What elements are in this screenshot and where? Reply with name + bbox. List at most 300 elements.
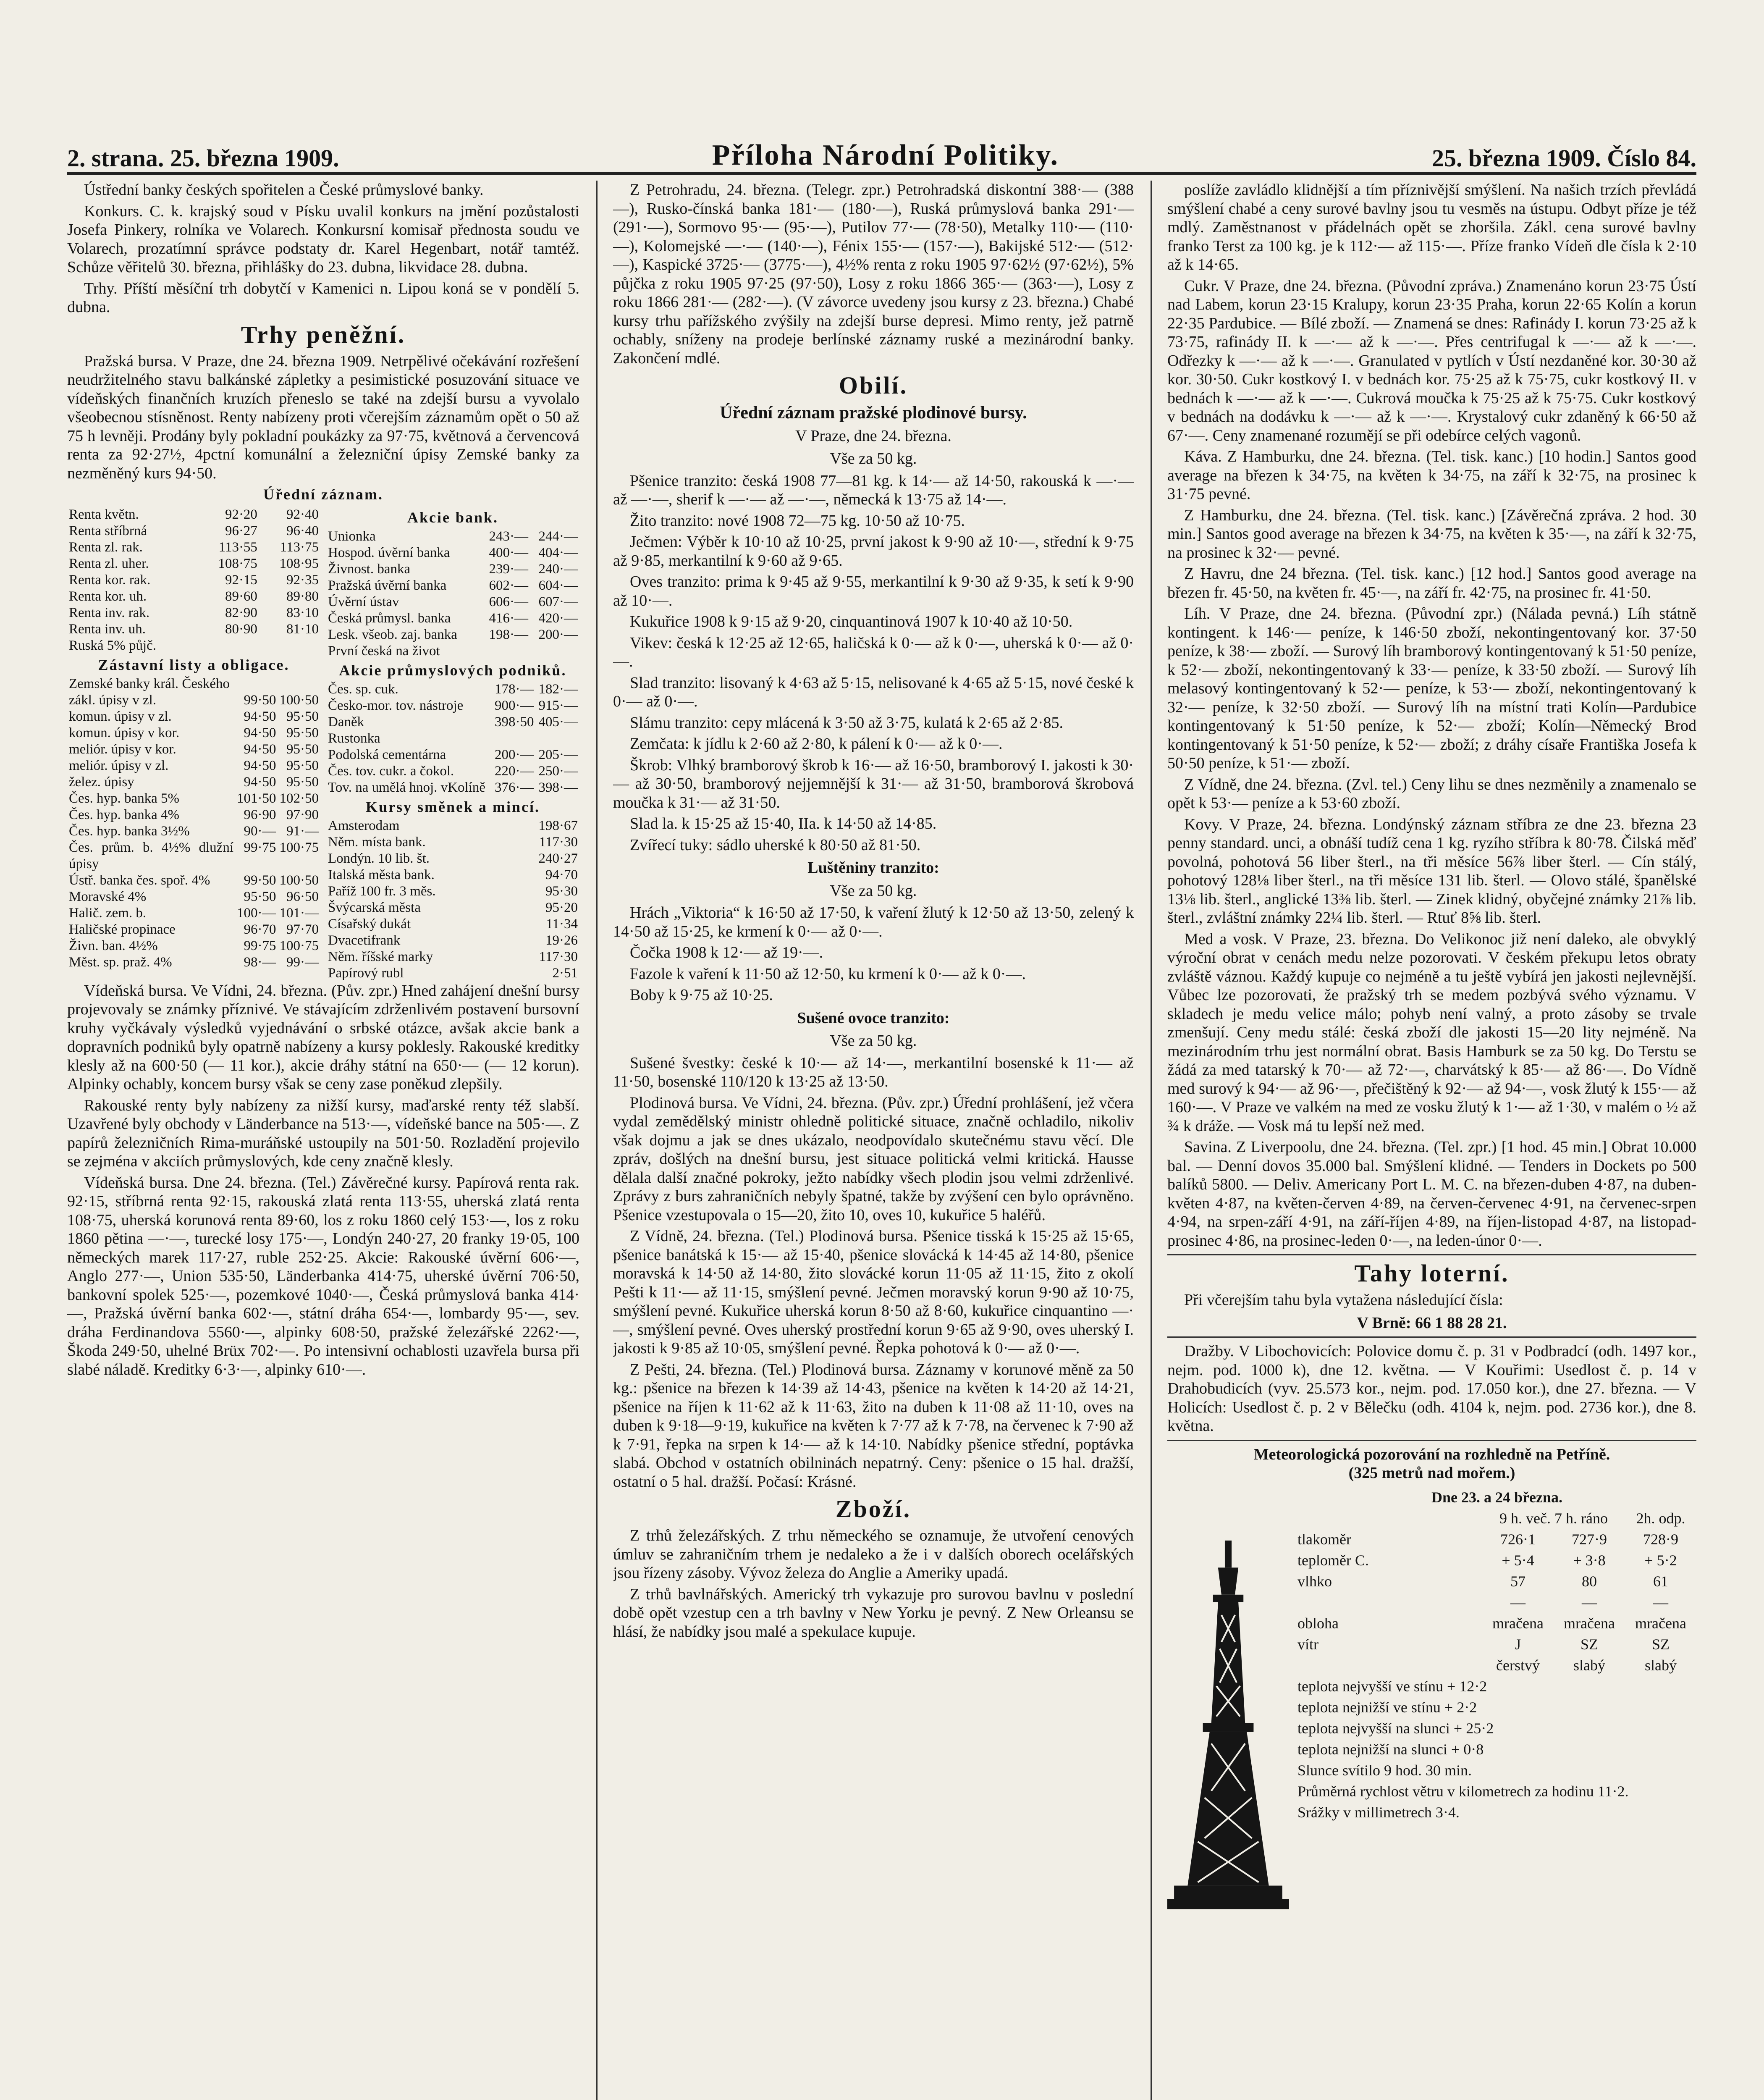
table-value-cell: 94·50 [244,725,276,740]
table-row [67,889,320,905]
subheading: Luštěniny tranzito: [807,859,939,877]
table-row [67,605,320,621]
table-label-cell: Česká průmysl. banka [328,610,451,626]
table-value-cell: 100·50 [279,692,319,708]
table-label-cell: Čes. hyp. banka 4% [69,807,180,822]
article-paragraph: Vikev: česká k 12·25 až 12·65, haličská k 0·— až k 0·—, uherská k 0·— až 0·—. [613,634,1134,670]
weather-value: slabý [1645,1656,1677,1674]
table-label-cell: První česká na život [328,643,440,659]
table-label-cell: komun. úpisy v kor. [69,725,180,740]
article-paragraph: Sušené švestky: české k 10·— až 14·—, merkantilní bosenské k 11·— až 11·50, bosenské 110/120 k 13·25 až 13·50. [613,1054,1134,1090]
table-value-cell [480,643,530,659]
petrin-tower-icon [1167,1487,1289,1970]
weather-label [1297,1592,1482,1613]
table-value-cell: 82·90 [225,605,257,620]
weather-line: Srážky v millimetrech 3·4. [1297,1803,1460,1821]
article-paragraph: Med a vosk. V Praze, 23. března. Do Velikonoc již není daleko, ale obvyklý výroční obrat v cenách medu nelze pozorovati. V českém překupu letos obraty zvláště váznou. Každý kupuje co nejméně a tu ještě vybírá jen jakosti nejlevnější. Vůbec lze pozorovati, že pražský trh se medem pozbývá svého významu. V skladech je medu velice málo; pohyb není valný, a proto zásoby se trvale zmenšují. Ceny medu stálé: česká zboží dle jakosti 15—20 lity nejméně. Na mezinárodním trhu jest normální obrat. Basis Hamburk se za 50 kg. Do Terstu se žádá za med tatarský k 70·— až 72·—, charvátský k 85·— až 86·—. Do Vídně med surový k 94·— až 96·—, přečištěný k 92·— až 94·—, vosk žlutý k 155·— až 160·—. V Praze ve valkém na med ze vosku žlutý k 1·— až 1·30, v malém o ½ až ¾ k dráže. — Vosk má tu lepší než med. [1167,930,1696,1135]
table-value-cell: 398·50 [495,714,534,730]
table-value-cell: 606·— [489,594,529,609]
article-paragraph: Oves tranzito: prima k 9·45 až 9·55, merkantilní k 9·30 až 9·35, k setí k 9·90 až 10·—. [613,573,1134,609]
masthead: Příloha Národní Politiky. [712,139,1059,171]
table-value-cell: 240·— [538,561,578,577]
table-row [67,692,320,709]
column-2 [613,181,1134,2100]
subheading: Sušené ovoce tranzito: [797,1009,950,1027]
table-value-cell: 97·70 [286,921,319,937]
divider [1167,1254,1696,1255]
weather-date: Dne 23. a 24 března. [1431,1488,1562,1506]
table-label-cell: Renta květn. [69,507,139,522]
table-row [326,916,579,932]
table-label-cell: komun. úpisy v zl. [69,709,172,724]
table-row [67,905,320,921]
table-label-cell: Čes. sp. cuk. [328,681,398,697]
renty-table [67,507,320,654]
article-paragraph: Slámu tranzito: cepy mlácená k 3·50 až 3·75, kulatá k 2·65 až 2·85. [630,714,1063,732]
article-paragraph: Při včerejším tahu byla vytažena následující čísla: [1184,1291,1503,1309]
lottery-numbers: V Brně: 66 1 88 28 21. [1357,1314,1507,1332]
weather-value: — [1510,1593,1525,1611]
table-value-cell: 99·50 [244,692,276,708]
article-paragraph: Vídeňská bursa. Dne 24. března. (Tel.) Závěrečné kursy. Papírová renta rak. 92·15, stříbrná renta 92·15, rakouská zlatá renta 113·55, uherská zlatá renta 108·75, uherská korunová renta 89·60, los z roku 1860 celý 153·—, los z roku 1860 pětina —·—, turecké losy 175·—, Londýn 240·27, 20 franky 19·05, 100 německých marek 117·27, ruble 252·25. Akcie: Rakouské úvěrní 606·—, Anglo 277·—, Union 535·50, Länderbanka 414·75, uherské úvěrní 706·50, bankovní spolek 525·—, pozemkové 1040·—, Česká průmyslová banka 414·—, Pražská úvěrní banka 602·—, státní dráha 654·—, lombardy 95·—, sev. dráha Ferdinandova 5560·—, alpinky 608·50, pražské železářské 2262·—, Škoda 249·50, uhelné Brüx 702·—. Po intensivní ochablosti uzavřela bursa při slabé náladě. Kreditky 6·3·—, alpinky 610·—. [67,1173,579,1378]
table-value-cell: 602·— [489,578,529,593]
header-left: 2. strana. 25. března 1909. [67,144,339,172]
article-paragraph: Škrob: Vlhký bramborový škrob k 16·— až 16·50, bramborový I. jakosti k 30·— až 30·50, bramborový nejjemnější k 31·— až 31·50, bramborová škrobová moučka k 31·— až 31·50. [613,756,1134,811]
table-value-cell: 182·— [538,681,578,697]
article-paragraph: Ječmen: Výběr k 10·10 až 10·25, první jakost k 9·90 až 10·—, střední k 9·75 až 9·85, merkantilní k 9·60 až 9·65. [613,533,1134,570]
table-value-cell: 96·50 [286,889,319,904]
table-label-cell: Čes. hyp. banka 5% [69,790,180,806]
table-label-cell: zákl. úpisy v zl. [69,692,157,708]
table-value-cell: 92·35 [286,572,319,588]
table-label-cell: Ruská 5% půjč. [69,638,157,653]
article-paragraph: Savina. Z Liverpoolu, dne 24. března. (Tel. zpr.) [1 hod. 45 min.] Obrat 10.000 bal. — Denní dovos 35.000 bal. Smýšlení klidné. — Tenders in Dockets po 500 balíků 5800. — Deliv. Americany Port L. M. C. na březen-duben 4·87, na duben-květen 4·87, na květen-červen 4·89, na červen-červenec 4·91, na červenec-srpen 4·94, na srpen-září 4·91, na září-říjen 4·89, na říjen-listopad 4·87, na listopad-prosinec 4·86, na prosinec-leden 0·—, na leden-únor 0·—. [1167,1138,1696,1250]
table-row [326,714,579,730]
table-value-cell: 94·50 [244,741,276,757]
table-row [326,698,579,714]
table-row [326,528,579,545]
table-row [67,676,320,692]
table-row [326,834,579,850]
table-row [326,610,579,627]
table-value-cell [278,676,321,692]
zastavni-table [67,676,320,971]
table-value-cell: 92·15 [225,572,257,588]
article-paragraph: Z Hamburku, dne 24. března. (Tel. tisk. kanc.) [Závěrečná zpráva. 2 hod. 30 min.] Santos good average na březen k 34·75, na květen k 35·—, na září k 32·75, na prosinec k 32·— pevné. [1167,506,1696,562]
table-value-cell: 900·— [495,698,534,713]
weather-readings [1297,1487,1696,1970]
weather-line: teplota nejnižší ve stínu + 2·2 [1297,1698,1477,1716]
table-value-cell: 240·27 [538,850,578,866]
article-paragraph: Konkurs. C. k. krajský soud v Písku uvalil konkurs na jmění pozůstalosti Josefa Pinkery, rolníka ve Volarech. Konkursní komisař přednosta soudu ve Volarech, prozatímní správce podstaty dr. Karel Hegenbart, notář tamtéž. Schůze věřitelů 30. března, přihlášky do 23. dubna, likvidace 28. dubna. [67,202,579,276]
subheading: Úřední záznam pražské plodinové bursy. [720,403,1027,423]
article-paragraph: Z Pešti, 24. března. (Tel.) Plodinová bursa. Záznamy v korunové měně za 50 kg.: pšenice na březen k 14·39 až 14·43, pšenice na květen k 14·20 až 14·21, pšenice na říjen k 11·62 až k 11·63, žito na duben k 11·08 až 11·10, oves na duben k 9·18—9·19, kukuřice na květen k 7·77 až k 7·78, na červenec k 7·90 až k 7·91, řepka na srpen k 14·— až k 14·10. Nabídky pšenice střední, poptávka slabá. Obchod v ostatních obilninách nepatrný. Ceny: pšenice o 15 hal. dražší, ostatní o 5 hal. dražší. Počasí: Krásné. [613,1360,1134,1491]
table-value-cell: 96·40 [286,523,319,538]
table-row [326,949,579,965]
table-value-cell [198,638,259,654]
weather-value: SZ [1580,1635,1598,1653]
table-label-cell: Renta stříbrná [69,523,147,538]
table-heading: Zástavní listy a obligace. [98,656,290,673]
table-row [326,594,579,610]
table-label-cell: meliór. úpisy v zl. [69,758,169,773]
table-value-cell: 108·75 [218,556,257,571]
table-row [326,932,579,949]
table-label-cell: Čes. hyp. banka 3½% [69,823,190,839]
weather-label: obloha [1297,1614,1339,1632]
weather-value: + 5·4 [1502,1551,1534,1569]
table-value-cell: 95·30 [545,883,578,899]
table-column-right [326,507,579,982]
weather-value: čerstvý [1496,1656,1540,1674]
table-value-cell: 376·— [495,780,534,795]
table-value-cell: 404·— [538,545,578,560]
table-value-cell: 94·50 [244,774,276,790]
article-paragraph: Slad la. k 15·25 až 15·40, IIa. k 14·50 až 14·85. [630,815,937,832]
weather-row [1297,1634,1696,1655]
table-value-cell: 99·— [286,954,319,970]
table-row [67,741,320,758]
section-heading: Obilí. [839,372,908,399]
table-label-cell: Podolská cementárna [328,747,446,762]
article-paragraph: Z Vídně, 24. března. (Tel.) Plodinová bursa. Pšenice tisská k 15·25 až 15·65, pšenice banátská k 15·— až 15·40, pšenice slovácká k 14·45 až 14·80, pšenice moravská k 14·50 až 14·80, žito slovácké korun 11·05 až 11·15, žito z okolí Pešti k 11·— až 11·15, smýšlení pevné. Ječmen moravský korun 9·90 až 10·75, smýšlení pevné. Kukuřice uherská korun 8·50 až 8·60, kukuřice cinquantino —·—, smýšlení pevné. Oves uherský prostřední korun 9·65 až 9·90, oves uherský I. jakosti k 9·85 až 10·05, smýšlení pevné. Řepka pohotová k 0·— až 0·—. [613,1227,1134,1357]
table-value-cell: 198·67 [538,818,578,833]
table-value-cell: 405·— [538,714,578,730]
table-value-cell: 100·50 [279,872,319,888]
section-heading: Zboží. [835,1495,912,1522]
article-paragraph: Líh. V Praze, dne 24. března. (Původní zpr.) (Nálada pevná.) Líh státně kontingent. k 146·— peníze, k 146·50 zboží, nekontingentovaný kor. 37·50 peníze, k 38·— zboží. — Surový líh bramborový kontingentovaný k 51·50 peníze, k 52·— zboží, nekontingentovaný k 33·— peníze, k 33·50 zboží. — Surový líh melasový kontingentovaný k 52·— peníze, k 53·— zboží, nekontingentovaný k 32·— peníze, k 32·50 zboží. — Surový líh na místní trati Kolín—Pardubice kontingentovaný k 51·50 peníze, k 52·— zboží; Kolín—Německý Brod kontingentovaný k 51·50 peníze, k 52·— zboží; z dráhy císaře Františka Josefa k 50·50 peníze, k 51·— zboží. [1167,605,1696,772]
table-label-cell: Dvacetifrank [328,932,401,948]
table-row [326,578,579,594]
article-paragraph: Vídeňská bursa. Ve Vídni, 24. března. (Pův. zpr.) Hned zahájení dnešní bursy projevovaly se známky příznivé. Ve stávajícím zdrženlivém postavení bursovní kruhy vyčkávaly výsledků vyjednávání o srbské otázce, avšak akcie bank a dopravních podniků byly opatrně nabízeny a kursy poklesly. Rakouské kreditky klesly až na 600·50 (— 11 kor.), akcie dráhy státní na 650·— (— 12 korun). Alpinky ochably, koncem bursy však se ceny zase poněkud zlepšily. [67,982,579,1093]
table-row [67,725,320,741]
table-label-cell: Halič. zem. b. [69,905,147,921]
table-value-cell: 92·40 [286,507,319,522]
table-value-cell: 94·50 [244,709,276,724]
table-value-cell: 94·50 [244,758,276,773]
table-value-cell: 100·— [237,905,276,921]
article-paragraph: Z trhů železářských. Z trhu německého se oznamuje, že utvoření cenových úmluv se zahraničním trhem je nedaleko a že i v dalších oborech ocelářských jsou řízeny zásoby. Vývoz železa do Anglie a Ameriky upadá. [613,1527,1134,1582]
weather-row [1297,1655,1696,1676]
weather-line: teplota nejvyšší ve stínu + 12·2 [1297,1677,1487,1695]
article-paragraph: Hrách „Viktoria“ k 16·50 až 17·50, k vaření žlutý k 12·50 až 13·50, zelený k 14·50 až 15·25, ke krmení k 0·— až 0·—. [613,904,1134,940]
weather-value: SZ [1651,1635,1670,1653]
table-label-cell: Renta zl. uher. [69,556,149,571]
table-value-cell: 95·50 [286,774,319,790]
table-value-cell: 101·50 [237,790,276,806]
table-row [67,523,320,539]
weather-value: mračena [1492,1614,1544,1632]
table-value-cell: 92·20 [225,507,257,522]
table-row [326,850,579,867]
table-row [326,867,579,883]
table-row [67,621,320,638]
article-paragraph: Fazole k vaření k 11·50 až 12·50, ku krmení k 0·— až k 0·—. [630,965,1026,983]
table-row [67,638,320,654]
table-value-cell: 99·75 [244,840,276,855]
table-value-cell: 398·— [538,780,578,795]
column-1 [67,181,579,2100]
table-value-cell: 400·— [489,545,529,560]
table-value-cell: 83·10 [286,605,319,620]
article-paragraph: Rakouské renty byly nabízeny za nižší kursy, maďarské renty též slabší. Uzavřené byly obchody v Länderbance na 513·—, vídeňské bance na 505·—. Z papírů železničních Rima-muráňské ustoupily na 501·50. Rozladění projevilo se zejména v akciích průmyslových, kde ceny značně klesly. [67,1096,579,1170]
table-value-cell: 101·— [279,905,319,921]
table-value-cell: 420·— [538,610,578,626]
prumysl-table [326,681,579,796]
table-value-cell: 200·— [495,747,534,762]
table-label-cell: Česko-mor. tov. nástroje [328,698,464,713]
table-row [326,730,579,747]
table-value-cell: 19·26 [545,932,578,948]
table-label-cell: meliór. úpisy v kor. [69,741,176,757]
table-value-cell: 604·— [538,578,578,593]
table-value-cell: 96·70 [244,921,276,937]
table-value-cell: 99·50 [244,872,276,888]
table-value-cell: 915·— [538,698,578,713]
weather-value: 61 [1653,1572,1668,1590]
dateline: V Praze, dne 24. března. [795,427,951,445]
article-paragraph: Z Havru, dne 24 března. (Tel. tisk. kanc.) [12 hod.] Santos good average na březen fr. 45·50, na květen fr. 45·—, na září fr. 42·75, na prosinec fr. 41·50. [1167,565,1696,601]
article-paragraph: Zvířecí tuky: sádlo uherské k 80·50 až 81·50. [630,836,921,854]
table-row [326,627,579,643]
table-value-cell: 95·50 [286,758,319,773]
weather-value: — [1582,1593,1597,1611]
table-value-cell: 90·— [244,823,276,839]
table-row [67,938,320,954]
table-value-cell: 200·— [538,627,578,642]
table-label-cell: Amsterodam [328,818,400,833]
table-value-cell: 81·10 [286,621,319,637]
table-label-cell: Čes. tov. cukr. a čokol. [328,763,454,779]
table-value-cell: 117·30 [539,949,578,964]
article-paragraph: Z Vídně, dne 24. března. (Zvl. tel.) Ceny lihu se dnes nezměnily a znamenalo se opět k 53·— peníze a k 53·60 zboží. [1167,775,1696,812]
table-label-cell: Císařský dukát [328,916,411,932]
table-label-cell: Něm. místa bank. [328,834,426,850]
smenky-table [326,818,579,982]
table-value-cell [530,643,579,659]
weather-value: + 3·8 [1573,1551,1606,1569]
table-value-cell: 113·75 [280,539,319,555]
article-paragraph: Čočka 1908 k 12·— až 19·—. [630,944,823,961]
table-row [67,823,320,840]
table-label-cell: Živnost. banka [328,561,411,577]
table-row [326,545,579,561]
weather-value: + 5·2 [1644,1551,1677,1569]
table-row [326,883,579,900]
table-value-cell [536,730,579,747]
weather-line: teplota nejnižší na slunci + 0·8 [1297,1740,1484,1758]
table-heading: Akcie průmyslových podniků. [339,662,567,679]
weather-col-head: 9 h. več. 7 h. ráno [1499,1509,1608,1527]
weather-value: 727·9 [1572,1530,1607,1548]
table-value-cell: 98·— [244,954,276,970]
weather-label: tlakoměr [1297,1530,1351,1548]
weather-columns [1297,1508,1696,1529]
table-row [67,921,320,938]
table-heading: Kursy směnek a mincí. [365,798,540,815]
table-label-cell: Měst. sp. praž. 4% [69,954,172,970]
table-row [67,790,320,807]
weather-value: — [1653,1593,1668,1611]
table-label-cell: Pražská úvěrní banka [328,578,447,593]
table-row [326,643,579,659]
table-row [67,758,320,774]
table-label-cell: Unionka [328,528,376,544]
table-value-cell [259,638,320,654]
table-row [67,807,320,823]
table-value-cell: 198·— [489,627,529,642]
article-paragraph: Z Petrohradu, 24. března. (Telegr. zpr.) Petrohradská diskontní 388·— (388 —), Rusko-čínská banka 181·— (180·—), Ruská průmyslová banka 291·— (291·—), Sormovo 95·— (95·—), Putilov 77·— (78·50), Metalky 110·— (110·—), Kolomejské —·— (140·—), Fénix 155·— (157·—), Bakijské 512·— (512·—), Kaspické 3725·— (3775·—), 4½% renta z roku 1905 97·62½ (97·62½), 5% půjčka z roku 1905 97·25 (97·50), Losy z roku 1866 365·— (363·—), Losy z roku 1866 281·— (282·—). (V závorce uvedeny jsou kursy z 23. března.) Chabé kursy trhu pařížského zvýšily na zdejší burse depresi. Mimo renty, jež patrně ochably, sníženy na prodeje berlínské záznamy ruské a mezinárodní banky. Zakončení mdlé. [613,181,1134,367]
unit-note: Vše za 50 kg. [830,1032,917,1050]
table-value-cell: 95·50 [286,741,319,757]
table-value-cell: 89·60 [225,588,257,604]
article-paragraph: Z trhů bavlnářských. Americký trh vykazuje pro surovou bavlnu v poslední době opět vzestup cen a trh bavlny v New Yorku je pevný. Z New Orleansu se hlásí, že nabídky jsou malé a spekulace kupuje. [613,1585,1134,1641]
table-value-cell: 11·34 [546,916,578,932]
table-value-cell: 100·75 [279,938,319,953]
divider [1167,1336,1696,1338]
table-label-cell: Něm. říšské marky [328,949,433,964]
table-row [326,561,579,578]
table-value-cell: 89·80 [286,588,319,604]
weather-label: teploměr C. [1297,1551,1369,1569]
weather-value: 728·9 [1643,1530,1678,1548]
table-value-cell: 102·50 [279,790,319,806]
table-label-cell: Čes. prům. b. 4½% dlužní úpisy [69,840,233,872]
article-paragraph: Kovy. V Praze, 24. března. Londýnský záznam stříbra ze dne 23. března 23 penny standard. unci, a obnáší tudíž cena 1 kg. ryzího stříbra k 80·78. Čilská měď povolná, pohotová 56 liber šterl., na tři měsíce 56⅞ liber šterl. — Cín stálý, pohotový 128⅛ liber šterl., na tři měsíce 131 lib. šterl. — Olovo stálé, španělské 13⅛ lib. šterl., anglické 13⅜ lib. šterl. — Zinek klidný, obyčejné známky 21⅞ lib. šterl., zvláštní známky 22¼ lib. šterl. — Rtuť 8⅝ lib. šterl. [1167,815,1696,927]
weather-value: J [1515,1635,1521,1653]
table-value-cell: 94·70 [545,867,578,882]
table-label-cell: Italská města bank. [328,867,435,882]
table-value-cell: 80·90 [225,621,257,637]
section-heading: Tahy loterní. [1354,1260,1510,1287]
weather-value: 726·1 [1500,1530,1536,1548]
table-value-cell: 243·— [489,528,529,544]
weather-value: 80 [1582,1572,1597,1590]
unit-note: Vše za 50 kg. [830,450,917,467]
page-header [67,139,1696,175]
table-value-cell: 95·20 [545,900,578,915]
weather-row [1297,1550,1696,1571]
table-value-cell: 2·51 [552,965,578,981]
table-label-cell: Haličské propinace [69,921,176,937]
table-label-cell: Paříž 100 fr. 3 měs. [328,883,436,899]
table-value-cell: 239·— [489,561,529,577]
table-heading: Úřední záznam. [263,486,383,503]
columns [67,181,1696,2100]
weather-label [1297,1655,1482,1676]
table-value-cell: 113·55 [218,539,257,555]
weather-line: Průměrná rychlost větru v kilometrech za hodinu 11·2. [1297,1782,1629,1800]
weather-box [1167,1440,1696,1970]
unit-note: Vše za 50 kg. [830,882,917,900]
table-label-cell: Lesk. všeob. zaj. banka [328,627,457,642]
article-paragraph: Pražská bursa. V Praze, dne 24. března 1909. Netrpělivé očekávání rozřešení neudržitelného stavu balkánské zápletky a pesimistické posuzování situace ve vídeňských finančních kruzích přeneslo se také na zdejší bursu a vyvolalo všeobecnou stísněnost. Renty nabízeny proti včerejším záznamům opět o 50 až 75 h levněji. Prodány byly pokladní poukázky za 97·75, květnová a červencová renta za 92·27½, 4pctní komunální a železniční úpisy Zemské banky za nezměněný kurs 94·50. [67,352,579,482]
table-row [326,900,579,916]
article-paragraph: Kukuřice 1908 k 9·15 až 9·20, cinquantinová 1907 k 10·40 až 10·50. [630,613,1073,630]
table-label-cell: Švýcarská města [328,900,421,915]
weather-value: mračena [1564,1614,1615,1632]
table-value-cell: 96·90 [244,807,276,822]
weather-body [1167,1487,1696,1970]
weather-table [1297,1529,1696,1676]
table-value-cell: 95·50 [286,725,319,740]
table-value-cell: 607·— [538,594,578,609]
table-label-cell: Renta kor. uh. [69,588,147,604]
table-value-cell: 91·— [286,823,319,839]
column-3 [1167,181,1696,2100]
weather-line: teplota nejvyšší na slunci + 25·2 [1297,1719,1494,1737]
table-value-cell: 95·50 [244,889,276,904]
table-value-cell: 99·75 [244,938,276,953]
table-label-cell: želez. úpisy [69,774,134,790]
table-row [326,681,579,698]
table-row [326,747,579,763]
weather-subtitle: (325 metrů nad mořem.) [1348,1464,1515,1482]
article-paragraph: Plodinová bursa. Ve Vídni, 24. března. (Pův. zpr.) Úřední prohlášení, jež včera vydal zemědělský ministr ohledně politické situace, značně ochladilo, nikoliv však dojmu a jak se dnes ukázalo, neodpovídalo skutečnému stavu věcí. Dle zpráv, došlých na dnešní bursu, jest situace politická velmi kritická. Hausse dělala další značné pokroky, ježto nabídky všech plodin jsou velmi zdrženlivé. Zprávy z burs zahraničních nebyly špatné, takže by zvýšení cen bylo oprávněno. Pšenice vzestupovala o 15—20, žito 10, oves 10, kukuřice 5 haléřů. [613,1094,1134,1224]
table-row [67,840,320,872]
table-row [67,954,320,971]
table-row [326,763,579,780]
table-row [67,588,320,605]
table-row [67,774,320,790]
table-row [67,556,320,572]
article-paragraph: Slad tranzito: lisovaný k 4·63 až 5·15, nelisované k 4·65 až 5·15, nové české k 0·— až 0·—. [613,674,1134,710]
table-label-cell: Úvěrní ústav [328,594,399,609]
table-row [67,539,320,556]
article-paragraph: Dražby. V Libochovicích: Polovice domu č. p. 31 v Podbradcí (odh. 1497 kor., nejm. pod. 1000 k), dne 12. května. — V Kouřimi: Usedlost č. p. 14 v Drahobudicích (vyv. 25.573 kor., nejm. pod. 17.050 kor.), dne 27. března. — V Holicích: Usedlost č. p. 2 v Bělečku (odh. 4104 k, nejm. pod. 2736 kor.), dne 8. května. [1167,1342,1696,1435]
akcie-table [326,528,579,659]
table-label-cell: Ústř. banka čes. spoř. 4% [69,872,210,888]
table-label-cell: Živn. ban. 4½% [69,938,158,953]
weather-value: slabý [1573,1656,1605,1674]
table-value-cell: 96·27 [225,523,257,538]
article-paragraph: Boby k 9·75 až 10·25. [630,986,773,1004]
table-value-cell: 108·95 [279,556,319,571]
table-value-cell: 220·— [495,763,534,779]
table-value-cell: 205·— [538,747,578,762]
table-column-left [67,507,320,982]
weather-row [1297,1529,1696,1550]
weather-title: Meteorologická pozorování na rozhledně na Petříně. [1253,1445,1610,1463]
article-paragraph: poslíže zavládlo klidnější a tím příznivější smýšlení. Na našich trzích převládá smýšlení chabé a ceny surové bavlny jsou tu vesměs na ústupu. Odbyt příze je též mdlý. Zaměstnanost v přádelnách opět se zhoršila. Zákl. cena surové bavlny franko Terst za 100 kg. je k 112·— až 115·—. Příze franko Vídeň dle čísla k 2·10 až k 14·65. [1167,181,1696,273]
article-paragraph: Zemčata: k jídlu k 2·60 až 2·80, k pálení k 0·— až k 0·—. [630,735,1003,753]
table-value-cell: 100·75 [279,840,319,855]
table-label-cell: Renta zl. rak. [69,539,143,555]
article-paragraph: Cukr. V Praze, dne 24. března. (Původní zpráva.) Znamenáno korun 23·75 Ústí nad Labem, korun 23·15 Kralupy, korun 23·35 Praha, korun 22·65 Kolín a korun 22·35 Pardubice. — Bílé zboží. — Znamená se dnes: Rafinády I. korun 73·25 až k 73·75, rafinády II. k —·— až k —·—. Přes centrifugal k —·— až k —·—. Odřezky k —·— až k —·—. Granulated v pytlích v Ústí nezdaněné kor. 30·30 až kor. 30·50. Cukr kostkový I. v bednách kor. 75·25 až k 75·75, cukr kostkový II. v bednách k —·— až k —·—. Cukrová moučka k 75·25 až k 75·75. Cukr kostkový v bednách na dodávku k —·— až k —·—. Krystalový cukr zdaněný k 66·50 až 67·—. Ceny znamenané rozumějí se při odebírce celých vagonů. [1167,277,1696,444]
table-label-cell: Renta inv. uh. [69,621,146,637]
table-value-cell: 117·30 [539,834,578,850]
table-row [67,572,320,588]
table-value-cell [492,730,535,747]
table-label-cell: Hospod. úvěrní banka [328,545,450,560]
market-tables [67,507,579,982]
table-label-cell: Rustonka [328,730,380,746]
table-value-cell [235,676,278,692]
table-label-cell: Renta inv. rak. [69,605,150,620]
article-paragraph: Ústřední banky českých spořitelen a České průmyslové banky. [84,181,484,199]
table-value-cell: 244·— [538,528,578,544]
header-right: 25. března 1909. Číslo 84. [1432,144,1696,172]
table-label-cell: Zemské banky král. Českého [69,676,230,691]
weather-row [1297,1592,1696,1613]
table-heading: Akcie bank. [407,509,499,526]
weather-row [1297,1613,1696,1634]
table-row [326,818,579,834]
section-heading: Trhy peněžní. [241,320,406,348]
table-label-cell: Moravské 4% [69,889,147,904]
weather-row [1297,1571,1696,1592]
weather-col-head: 2h. odp. [1636,1509,1685,1527]
